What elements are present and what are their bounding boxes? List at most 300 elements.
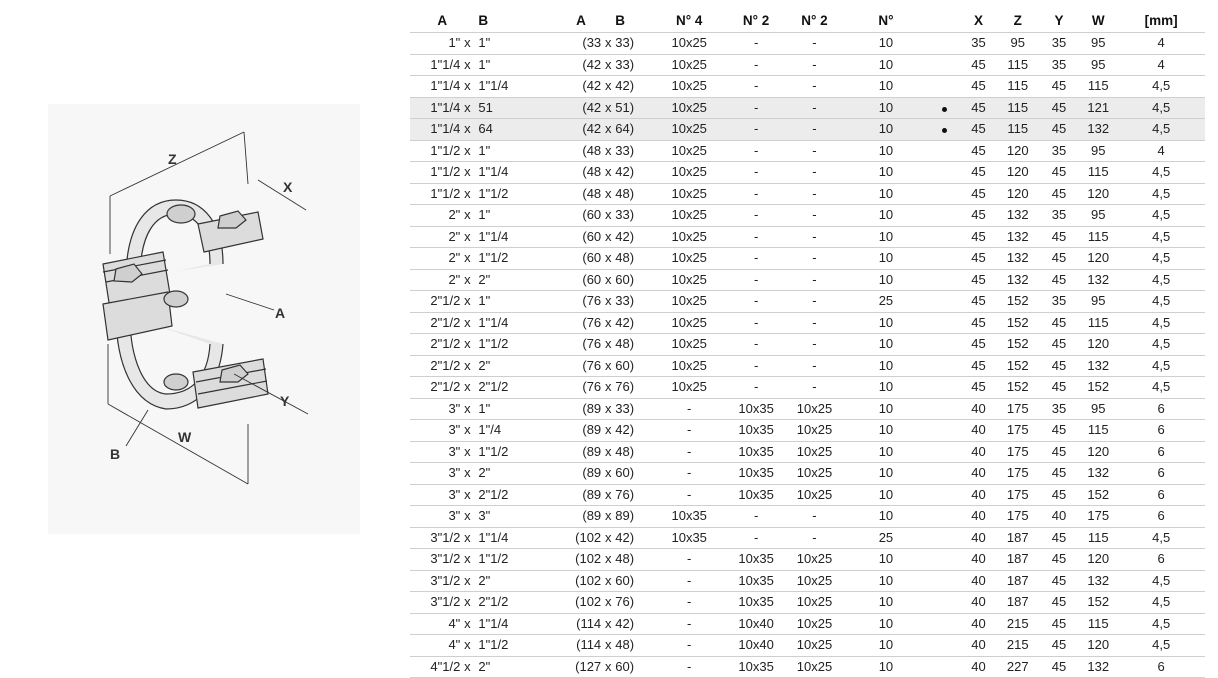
dim-y: 40 (1039, 506, 1079, 528)
dim-w: 152 (1079, 592, 1117, 614)
dim-x: 45 (960, 162, 996, 184)
bolt-n2-second: - (785, 226, 843, 248)
dim-z: 95 (997, 33, 1039, 55)
mm-separator: x (601, 441, 615, 463)
dim-x: 40 (960, 420, 996, 442)
dim-x: 40 (960, 463, 996, 485)
size-a-inch: 1"1/4 (410, 119, 460, 141)
availability-dot (928, 635, 960, 657)
availability-dot (928, 140, 960, 162)
dim-y: 35 (1039, 205, 1079, 227)
bolt-n2-second: 10x25 (785, 613, 843, 635)
table-row (410, 441, 1205, 463)
size-b-inch: 1" (474, 33, 546, 55)
dim-z: 175 (997, 441, 1039, 463)
size-b-mm: 60) (615, 656, 651, 678)
size-a-inch: 3" (410, 420, 460, 442)
dim-z: 152 (997, 355, 1039, 377)
dim-z: 175 (997, 506, 1039, 528)
availability-dot (928, 269, 960, 291)
bolt-n4: 10x25 (651, 269, 726, 291)
pack-quantity: 10 (844, 226, 929, 248)
size-b-inch: 2"1/2 (474, 377, 546, 399)
pack-quantity: 10 (844, 312, 929, 334)
pack-quantity: 10 (844, 248, 929, 270)
size-b-mm: 42) (615, 226, 651, 248)
mm-separator: x (601, 420, 615, 442)
size-separator: x (460, 441, 474, 463)
dim-y: 45 (1039, 183, 1079, 205)
size-b-mm: 33) (615, 33, 651, 55)
size-separator: x (460, 506, 474, 528)
bolt-n2-first: - (727, 269, 785, 291)
dim-z: 132 (997, 269, 1039, 291)
bolt-n2-second: - (785, 527, 843, 549)
size-b-inch: 2"1/2 (474, 592, 546, 614)
table-row (410, 549, 1205, 571)
dim-z: 115 (997, 54, 1039, 76)
size-a-mm: (114 (547, 613, 601, 635)
mm-separator: x (601, 119, 615, 141)
bolt-n2-first: 10x35 (727, 441, 785, 463)
bolt-n4: 10x25 (651, 140, 726, 162)
size-separator: x (460, 549, 474, 571)
dim-y: 45 (1039, 484, 1079, 506)
mm-separator: x (601, 506, 615, 528)
dim-x: 45 (960, 97, 996, 119)
dim-z: 227 (997, 656, 1039, 678)
size-b-mm: 60) (615, 269, 651, 291)
dim-x: 45 (960, 334, 996, 356)
availability-dot (928, 398, 960, 420)
dim-y: 45 (1039, 119, 1079, 141)
availability-dot (928, 613, 960, 635)
size-a-inch: 2"1/2 (410, 334, 460, 356)
size-b-inch: 1"/4 (474, 420, 546, 442)
mm-separator: x (601, 183, 615, 205)
bolt-n2-second: - (785, 248, 843, 270)
dim-y: 35 (1039, 54, 1079, 76)
size-b-inch: 1"1/2 (474, 635, 546, 657)
thickness-mm: 4,5 (1117, 291, 1205, 313)
size-a-inch: 1"1/2 (410, 162, 460, 184)
bolt-n2-second: - (785, 33, 843, 55)
bolt-n2-first: - (727, 355, 785, 377)
dim-w: 95 (1079, 205, 1117, 227)
size-b-mm: 60) (615, 355, 651, 377)
size-a-mm: (89 (547, 484, 601, 506)
size-a-inch: 2"1/2 (410, 377, 460, 399)
dim-y: 45 (1039, 377, 1079, 399)
size-a-inch: 2"1/2 (410, 355, 460, 377)
table-row (410, 119, 1205, 141)
header-x: X (973, 12, 983, 28)
dim-y: 35 (1039, 33, 1079, 55)
size-a-mm: (76 (547, 291, 601, 313)
size-a-mm: (76 (547, 355, 601, 377)
header-n2-second: N° 2 (801, 12, 828, 28)
thickness-mm: 6 (1117, 506, 1205, 528)
size-separator: x (460, 420, 474, 442)
size-b-mm: 33) (615, 205, 651, 227)
bolt-n2-second: - (785, 162, 843, 184)
size-b-inch: 1" (474, 398, 546, 420)
bolt-n2-second: 10x25 (785, 398, 843, 420)
size-a-inch: 3"1/2 (410, 592, 460, 614)
size-b-mm: 33) (615, 54, 651, 76)
table-row (410, 463, 1205, 485)
dim-w: 121 (1079, 97, 1117, 119)
bullet-icon (942, 128, 947, 133)
thickness-mm: 4 (1117, 54, 1205, 76)
dim-w: 132 (1079, 463, 1117, 485)
size-a-inch: 2" (410, 269, 460, 291)
bolt-n2-first: 10x35 (727, 592, 785, 614)
dim-z: 187 (997, 592, 1039, 614)
dim-z: 120 (997, 162, 1039, 184)
thickness-mm: 6 (1117, 656, 1205, 678)
size-separator: x (460, 592, 474, 614)
bolt-n2-second: - (785, 205, 843, 227)
dim-w: 132 (1079, 119, 1117, 141)
pack-quantity: 10 (844, 183, 929, 205)
thickness-mm: 6 (1117, 549, 1205, 571)
thickness-mm: 4,5 (1117, 119, 1205, 141)
dim-x: 45 (960, 183, 996, 205)
availability-dot (928, 97, 960, 119)
bolt-n2-first: - (727, 76, 785, 98)
dim-x: 45 (960, 205, 996, 227)
availability-dot (928, 527, 960, 549)
bolt-n4: 10x25 (651, 76, 726, 98)
availability-dot (928, 656, 960, 678)
thickness-mm: 4,5 (1117, 635, 1205, 657)
bolt-n2-second: 10x25 (785, 592, 843, 614)
thickness-mm: 4,5 (1117, 613, 1205, 635)
size-b-inch: 2"1/2 (474, 484, 546, 506)
table-row (410, 635, 1205, 657)
dim-w: 175 (1079, 506, 1117, 528)
size-a-mm: (48 (547, 140, 601, 162)
pack-quantity: 10 (844, 549, 929, 571)
dim-y: 45 (1039, 420, 1079, 442)
bolt-n4: 10x25 (651, 355, 726, 377)
size-b-inch: 1"1/4 (474, 613, 546, 635)
bolt-n4: 10x25 (651, 248, 726, 270)
mm-separator: x (601, 549, 615, 571)
dim-x: 40 (960, 506, 996, 528)
dim-z: 152 (997, 377, 1039, 399)
bolt-n2-first: - (727, 527, 785, 549)
dimension-z-label: Z (168, 151, 177, 167)
size-b-mm: 42) (615, 420, 651, 442)
dim-z: 215 (997, 613, 1039, 635)
bolt-n4: - (651, 484, 726, 506)
dim-w: 95 (1079, 398, 1117, 420)
thickness-mm: 4,5 (1117, 312, 1205, 334)
availability-dot (928, 592, 960, 614)
dim-w: 95 (1079, 54, 1117, 76)
thickness-mm: 4,5 (1117, 248, 1205, 270)
size-a-mm: (89 (547, 420, 601, 442)
size-b-mm: 60) (615, 463, 651, 485)
bolt-n2-first: 10x35 (727, 484, 785, 506)
size-a-mm: (102 (547, 527, 601, 549)
clamp-drawing (48, 104, 360, 534)
dim-w: 120 (1079, 441, 1117, 463)
thickness-mm: 4,5 (1117, 97, 1205, 119)
bolt-n4: - (651, 635, 726, 657)
pack-quantity: 10 (844, 635, 929, 657)
availability-dot (928, 119, 960, 141)
mm-separator: x (601, 226, 615, 248)
bolt-n4: 10x25 (651, 183, 726, 205)
dim-w: 115 (1079, 162, 1117, 184)
thickness-mm: 4,5 (1117, 355, 1205, 377)
header-y: Y (1054, 12, 1064, 28)
dim-x: 40 (960, 549, 996, 571)
size-separator: x (460, 355, 474, 377)
size-a-mm: (76 (547, 312, 601, 334)
dim-w: 115 (1079, 226, 1117, 248)
dim-w: 115 (1079, 420, 1117, 442)
mm-separator: x (601, 656, 615, 678)
size-a-mm: (114 (547, 635, 601, 657)
pack-quantity: 10 (844, 420, 929, 442)
size-b-inch: 1" (474, 205, 546, 227)
bolt-n4: 10x25 (651, 334, 726, 356)
table-row (410, 269, 1205, 291)
size-separator: x (460, 377, 474, 399)
thickness-mm: 4,5 (1117, 162, 1205, 184)
size-separator: x (460, 527, 474, 549)
dim-w: 120 (1079, 635, 1117, 657)
pack-quantity: 10 (844, 76, 929, 98)
size-separator: x (460, 269, 474, 291)
dim-w: 132 (1079, 570, 1117, 592)
bolt-n2-second: - (785, 291, 843, 313)
dim-y: 45 (1039, 613, 1079, 635)
bolt-n4: 10x25 (651, 119, 726, 141)
size-b-mm: 76) (615, 592, 651, 614)
size-b-inch: 1"1/2 (474, 183, 546, 205)
size-separator: x (460, 613, 474, 635)
dim-x: 45 (960, 355, 996, 377)
size-a-mm: (60 (547, 269, 601, 291)
pack-quantity: 10 (844, 119, 929, 141)
table-row (410, 613, 1205, 635)
pack-quantity: 10 (844, 33, 929, 55)
size-separator: x (460, 226, 474, 248)
mm-separator: x (601, 463, 615, 485)
size-a-inch: 3" (410, 506, 460, 528)
table-row (410, 76, 1205, 98)
dim-z: 152 (997, 334, 1039, 356)
bolt-n4: - (651, 656, 726, 678)
size-b-mm: 33) (615, 291, 651, 313)
availability-dot (928, 291, 960, 313)
dim-y: 35 (1039, 140, 1079, 162)
availability-dot (928, 463, 960, 485)
size-a-inch: 4"1/2 (410, 656, 460, 678)
availability-dot (928, 205, 960, 227)
dim-z: 187 (997, 549, 1039, 571)
dim-w: 132 (1079, 355, 1117, 377)
table-row (410, 355, 1205, 377)
size-separator: x (460, 205, 474, 227)
dim-y: 45 (1039, 463, 1079, 485)
mm-separator: x (601, 269, 615, 291)
bolt-n2-first: 10x35 (727, 570, 785, 592)
size-a-mm: (102 (547, 592, 601, 614)
size-b-mm: 48) (615, 183, 651, 205)
dim-x: 40 (960, 592, 996, 614)
dim-x: 45 (960, 312, 996, 334)
bolt-n4: - (651, 398, 726, 420)
size-separator: x (460, 140, 474, 162)
mm-separator: x (601, 312, 615, 334)
availability-dot (928, 226, 960, 248)
pack-quantity: 10 (844, 484, 929, 506)
dimension-b-label: B (110, 446, 121, 462)
bolt-n2-first: - (727, 54, 785, 76)
mm-separator: x (601, 291, 615, 313)
size-b-inch: 1" (474, 140, 546, 162)
table-row (410, 420, 1205, 442)
bolt-n2-first: - (727, 226, 785, 248)
pack-quantity: 10 (844, 570, 929, 592)
drawing-background (48, 104, 360, 534)
table-row (410, 484, 1205, 506)
size-b-mm: 48) (615, 441, 651, 463)
size-a-mm: (89 (547, 506, 601, 528)
bolt-n2-second: - (785, 355, 843, 377)
size-separator: x (460, 570, 474, 592)
dim-y: 45 (1039, 592, 1079, 614)
size-a-mm: (89 (547, 398, 601, 420)
mm-separator: x (601, 140, 615, 162)
table-row (410, 183, 1205, 205)
size-b-mm: 89) (615, 506, 651, 528)
dim-y: 45 (1039, 355, 1079, 377)
size-separator: x (460, 162, 474, 184)
dimension-a-label: A (275, 305, 286, 321)
dim-z: 132 (997, 226, 1039, 248)
table-row (410, 140, 1205, 162)
dim-z: 115 (997, 76, 1039, 98)
pack-quantity: 10 (844, 54, 929, 76)
size-b-mm: 42) (615, 76, 651, 98)
table-row (410, 656, 1205, 678)
pack-quantity: 10 (844, 506, 929, 528)
table-row (410, 205, 1205, 227)
size-a-mm: (60 (547, 205, 601, 227)
header-a-inch: A (437, 12, 448, 28)
size-b-inch: 1" (474, 54, 546, 76)
dim-z: 132 (997, 248, 1039, 270)
thickness-mm: 4,5 (1117, 570, 1205, 592)
size-a-inch: 4" (410, 613, 460, 635)
dim-x: 40 (960, 527, 996, 549)
dim-z: 187 (997, 570, 1039, 592)
dim-y: 35 (1039, 398, 1079, 420)
size-a-mm: (60 (547, 248, 601, 270)
availability-dot (928, 355, 960, 377)
size-a-inch: 1"1/4 (410, 54, 460, 76)
availability-dot (928, 570, 960, 592)
thickness-mm: 4 (1117, 33, 1205, 55)
bolt-n4: - (651, 463, 726, 485)
bolt-n2-first: 10x35 (727, 549, 785, 571)
size-b-inch: 2" (474, 355, 546, 377)
mm-separator: x (601, 527, 615, 549)
size-a-mm: (89 (547, 463, 601, 485)
dim-z: 175 (997, 398, 1039, 420)
size-a-mm: (76 (547, 377, 601, 399)
pack-quantity: 25 (844, 291, 929, 313)
thickness-mm: 4,5 (1117, 592, 1205, 614)
bolt-n2-first: - (727, 162, 785, 184)
dim-x: 45 (960, 248, 996, 270)
availability-dot (928, 162, 960, 184)
size-b-mm: 48) (615, 635, 651, 657)
size-a-inch: 3" (410, 441, 460, 463)
mm-separator: x (601, 592, 615, 614)
thickness-mm: 6 (1117, 463, 1205, 485)
bolt-n2-second: - (785, 312, 843, 334)
table-row (410, 97, 1205, 119)
table-row (410, 506, 1205, 528)
bolt-n4: 10x25 (651, 226, 726, 248)
size-a-mm: (127 (547, 656, 601, 678)
dim-w: 115 (1079, 76, 1117, 98)
size-a-inch: 2" (410, 226, 460, 248)
size-b-inch: 1"1/2 (474, 248, 546, 270)
dim-x: 45 (960, 269, 996, 291)
bolt-n2-second: 10x25 (785, 441, 843, 463)
bolt-n4: 10x25 (651, 97, 726, 119)
bolt-n4: - (651, 420, 726, 442)
dim-x: 40 (960, 570, 996, 592)
bolt-n4: 10x25 (651, 291, 726, 313)
dim-w: 152 (1079, 484, 1117, 506)
dim-z: 215 (997, 635, 1039, 657)
size-a-inch: 3"1/2 (410, 549, 460, 571)
availability-dot (928, 506, 960, 528)
thickness-mm: 6 (1117, 398, 1205, 420)
thickness-mm: 4,5 (1117, 334, 1205, 356)
dim-w: 115 (1079, 527, 1117, 549)
size-a-inch: 1"1/2 (410, 140, 460, 162)
mm-separator: x (601, 205, 615, 227)
size-separator: x (460, 54, 474, 76)
mm-separator: x (601, 398, 615, 420)
availability-dot (928, 441, 960, 463)
availability-dot (928, 54, 960, 76)
size-a-inch: 2" (410, 205, 460, 227)
size-separator: x (460, 334, 474, 356)
size-b-inch: 1"1/4 (474, 312, 546, 334)
pack-quantity: 10 (844, 656, 929, 678)
size-b-inch: 2" (474, 656, 546, 678)
dim-w: 95 (1079, 140, 1117, 162)
size-a-mm: (60 (547, 226, 601, 248)
dim-w: 95 (1079, 291, 1117, 313)
table-row (410, 162, 1205, 184)
size-a-mm: (42 (547, 54, 601, 76)
availability-dot (928, 312, 960, 334)
mm-separator: x (601, 76, 615, 98)
